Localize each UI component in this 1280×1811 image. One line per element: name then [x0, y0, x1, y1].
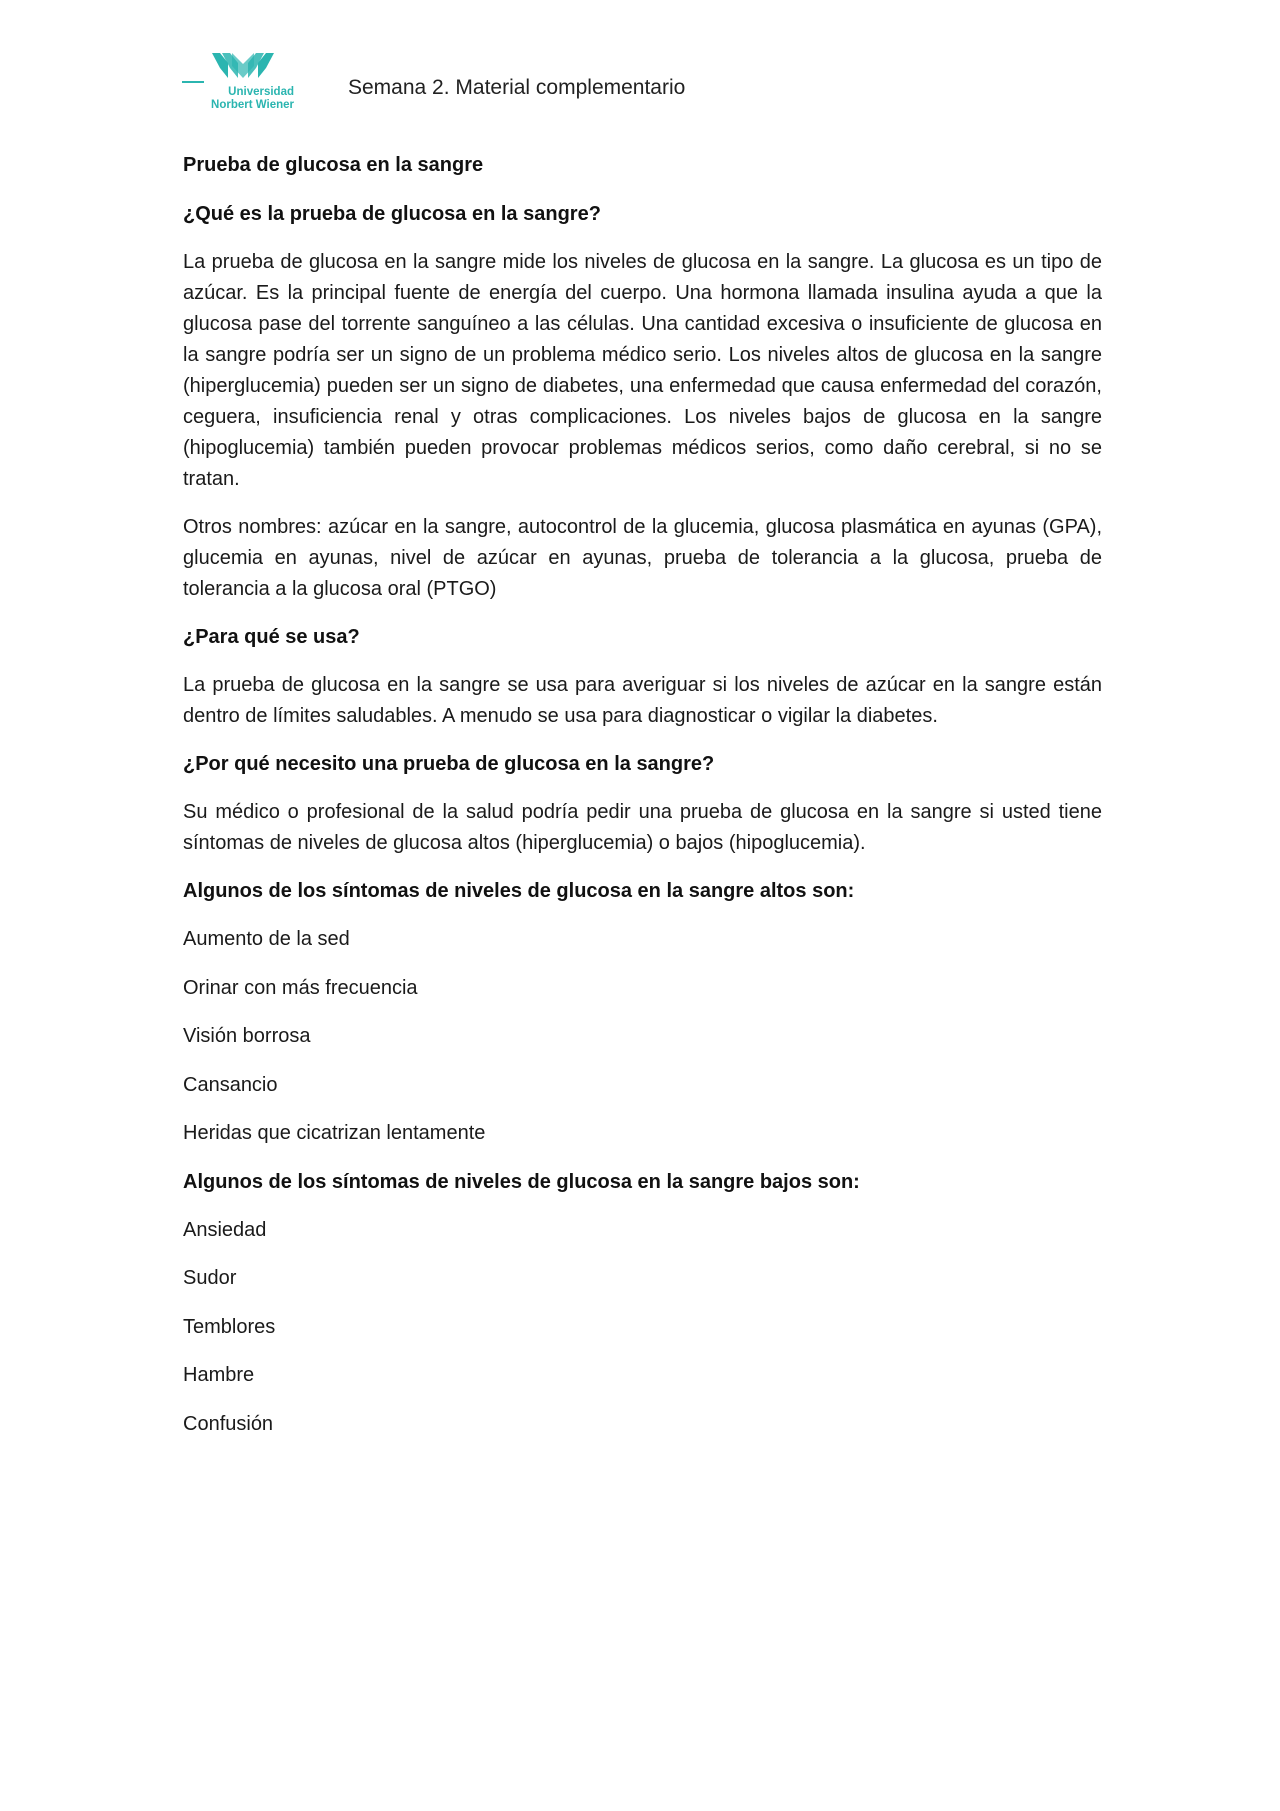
section-heading-high-symptoms: Algunos de los síntomas de niveles de glucosa en la sangre altos son: — [183, 880, 855, 902]
low-symptoms-list — [183, 1215, 1102, 1440]
page-header — [182, 50, 1102, 120]
high-symptoms-list — [183, 924, 1102, 1149]
book-logo-icon — [210, 50, 276, 80]
list-item: Temblores — [183, 1315, 276, 1338]
header-title: Semana 2. Material complementario — [348, 76, 686, 99]
list-item: Sudor — [183, 1267, 237, 1289]
section-heading-why-needed: ¿Por qué necesito una prueba de glucosa en la sangre? — [183, 753, 715, 775]
list-item: Visión borrosa — [183, 1025, 311, 1047]
paragraph-why-needed: Su médico o profesional de la salud podría pedir una prueba de glucosa en la sangre si usted tiene síntomas de niveles de glucosa altos (hiperglucemia) o bajos (hipoglucemia). — [183, 801, 1102, 854]
logo-wordmark — [188, 86, 294, 112]
paragraph-definition: La prueba de glucosa en la sangre mide los niveles de glucosa en la sangre. La glucosa es un tipo de azúcar. Es la principal fuente de energía del cuerpo. Una hormona llamada insulina ayuda a que la glucosa pase del torrente sanguíneo a las células. Una cantidad excesiva o insuficiente de glucosa en la sangre podría ser un signo de un problema médico serio. Los niveles altos de glucosa en la sangre (hiperglucemia) pueden ser un signo de diabetes, una enfermedad que causa enfermedad del corazón, ceguera, insuficiencia renal y otras complicaciones. Los niveles bajos de glucosa en la sangre (hipoglucemia) también pueden provocar problemas médicos serios, como daño cerebral, si no se tratan. — [183, 251, 1102, 490]
document-body — [183, 150, 1102, 1457]
logo-divider — [182, 81, 204, 83]
list-item: Heridas que cicatrizan lentamente — [183, 1122, 486, 1144]
university-logo — [182, 50, 294, 118]
list-item: Aumento de la sed — [183, 928, 350, 950]
section-heading-uses: ¿Para qué se usa? — [183, 626, 360, 648]
paragraph-uses: La prueba de glucosa en la sangre se usa para averiguar si los niveles de azúcar en la sangre están dentro de límites saludables. A menudo se usa para diagnosticar o vigilar la diabetes. — [183, 674, 1102, 727]
paragraph-other-names: Otros nombres: azúcar en la sangre, autocontrol de la glucemia, glucosa plasmática en ayunas (GPA), glucemia en ayunas, nivel de azúcar en ayunas, prueba de tolerancia a la glucosa, prueba de tolerancia a la glucosa oral (PTGO) — [183, 516, 1102, 600]
list-item: Cansancio — [183, 1073, 278, 1096]
document-title: Prueba de glucosa en la sangre — [183, 154, 484, 176]
section-heading-low-symptoms: Algunos de los síntomas de niveles de glucosa en la sangre bajos son: — [183, 1170, 860, 1193]
logo-text-line-1: Universidad — [228, 86, 294, 98]
list-item: Orinar con más frecuencia — [183, 976, 418, 999]
logo-text-line-2: Norbert Wiener — [211, 99, 294, 111]
list-item: Hambre — [183, 1364, 255, 1386]
list-item: Confusión — [183, 1412, 274, 1435]
section-heading-what-is: ¿Qué es la prueba de glucosa en la sangre? — [183, 203, 601, 225]
list-item: Ansiedad — [183, 1218, 267, 1241]
